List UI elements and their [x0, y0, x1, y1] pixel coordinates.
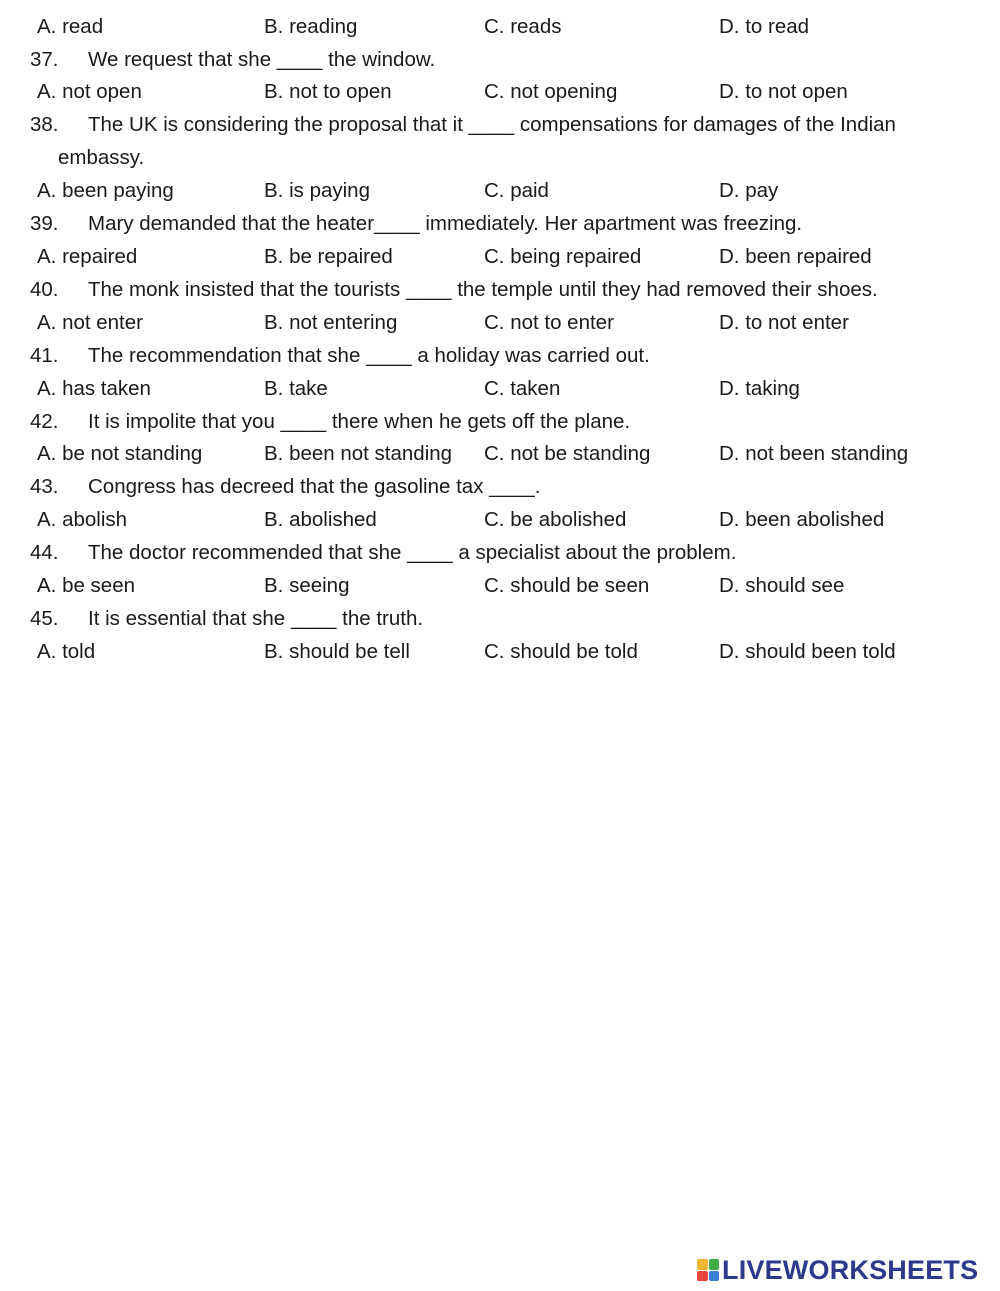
option-b: B. is paying — [264, 179, 370, 202]
question-text: Congress has decreed that the gasoline tax ____. — [88, 475, 541, 498]
question-number: 39. — [30, 212, 59, 235]
option-a: A. repaired — [37, 245, 138, 268]
options-row-37 — [0, 76, 1000, 108]
option-a: A. abolish — [37, 508, 128, 531]
liveworksheets-logo-icon — [697, 1259, 719, 1281]
option-b: B. take — [264, 377, 328, 400]
options-row-44 — [0, 570, 1000, 602]
question-text: It is essential that she ____ the truth. — [88, 607, 424, 630]
option-d: D. taking — [719, 377, 800, 400]
option-b: B. abolished — [264, 508, 377, 531]
option-d: D. to read — [719, 15, 810, 38]
option-a: A. be seen — [37, 574, 136, 597]
question-number: 38. — [30, 113, 59, 136]
question-text: We request that she ____ the window. — [88, 48, 436, 71]
option-d: D. to not open — [719, 80, 848, 103]
question-text: The doctor recommended that she ____ a specialist about the problem. — [88, 541, 737, 564]
option-a: A. be not standing — [37, 442, 203, 465]
option-c: C. taken — [484, 377, 561, 400]
options-row-41 — [0, 373, 1000, 405]
question-40 — [0, 274, 1000, 306]
question-text-continuation: embassy. — [58, 146, 145, 169]
option-a: A. not open — [37, 80, 142, 103]
question-text: The monk insisted that the tourists ____ the temple until they had removed their shoes. — [88, 278, 878, 301]
option-d: D. should see — [719, 574, 845, 597]
question-38 — [0, 109, 1000, 141]
question-number: 45. — [30, 607, 59, 630]
options-row-39 — [0, 241, 1000, 273]
option-c: C. paid — [484, 179, 549, 202]
option-c: C. not be standing — [484, 442, 651, 465]
options-row-38 — [0, 175, 1000, 207]
option-b: B. not to open — [264, 80, 392, 103]
logo-icon-square — [697, 1259, 708, 1270]
option-b: B. not entering — [264, 311, 398, 334]
option-d: D. should been told — [719, 640, 896, 663]
option-a: A. told — [37, 640, 96, 663]
option-b: B. should be tell — [264, 640, 410, 663]
options-row-40 — [0, 307, 1000, 339]
question-number: 42. — [30, 410, 59, 433]
question-text: The recommendation that she ____ a holiday was carried out. — [88, 344, 650, 367]
option-b: B. be repaired — [264, 245, 393, 268]
option-c: C. should be seen — [484, 574, 650, 597]
option-a: A. not enter — [37, 311, 143, 334]
question-42 — [0, 406, 1000, 438]
option-c: C. be abolished — [484, 508, 627, 531]
question-44 — [0, 537, 1000, 569]
question-45 — [0, 603, 1000, 635]
option-d: D. to not enter — [719, 311, 849, 334]
question-number: 40. — [30, 278, 59, 301]
option-b: B. seeing — [264, 574, 350, 597]
option-d: D. been abolished — [719, 508, 885, 531]
options-row-42 — [0, 438, 1000, 470]
option-b: B. reading — [264, 15, 358, 38]
question-text: Mary demanded that the heater____ immediately. Her apartment was freezing. — [88, 212, 803, 235]
liveworksheets-logo — [697, 1253, 978, 1287]
question-39 — [0, 208, 1000, 240]
logo-icon-square — [709, 1259, 720, 1270]
question-number: 44. — [30, 541, 59, 564]
option-c: C. should be told — [484, 640, 638, 663]
options-row-45 — [0, 636, 1000, 668]
option-c: C. being repaired — [484, 245, 642, 268]
option-a: A. been paying — [37, 179, 174, 202]
question-number: 37. — [30, 48, 59, 71]
question-37 — [0, 44, 1000, 76]
options-row-43 — [0, 504, 1000, 536]
option-d: D. been repaired — [719, 245, 872, 268]
question-text: It is impolite that you ____ there when he gets off the plane. — [88, 410, 631, 433]
question-number: 41. — [30, 344, 59, 367]
options-row-36 — [0, 11, 1000, 43]
logo-icon-square — [697, 1271, 708, 1282]
logo-text: LIVEWORKSHEETS — [722, 1255, 979, 1285]
option-c: C. reads — [484, 15, 562, 38]
option-d: D. pay — [719, 179, 779, 202]
question-41 — [0, 340, 1000, 372]
option-b: B. been not standing — [264, 442, 453, 465]
option-a: A. read — [37, 15, 104, 38]
option-d: D. not been standing — [719, 442, 909, 465]
question-43 — [0, 471, 1000, 503]
question-38-continuation — [0, 142, 1000, 174]
option-c: C. not opening — [484, 80, 618, 103]
option-a: A. has taken — [37, 377, 151, 400]
question-number: 43. — [30, 475, 59, 498]
option-c: C. not to enter — [484, 311, 614, 334]
logo-icon-square — [709, 1271, 720, 1282]
question-text: The UK is considering the proposal that it ____ compensations for damages of the Indian — [88, 113, 896, 136]
